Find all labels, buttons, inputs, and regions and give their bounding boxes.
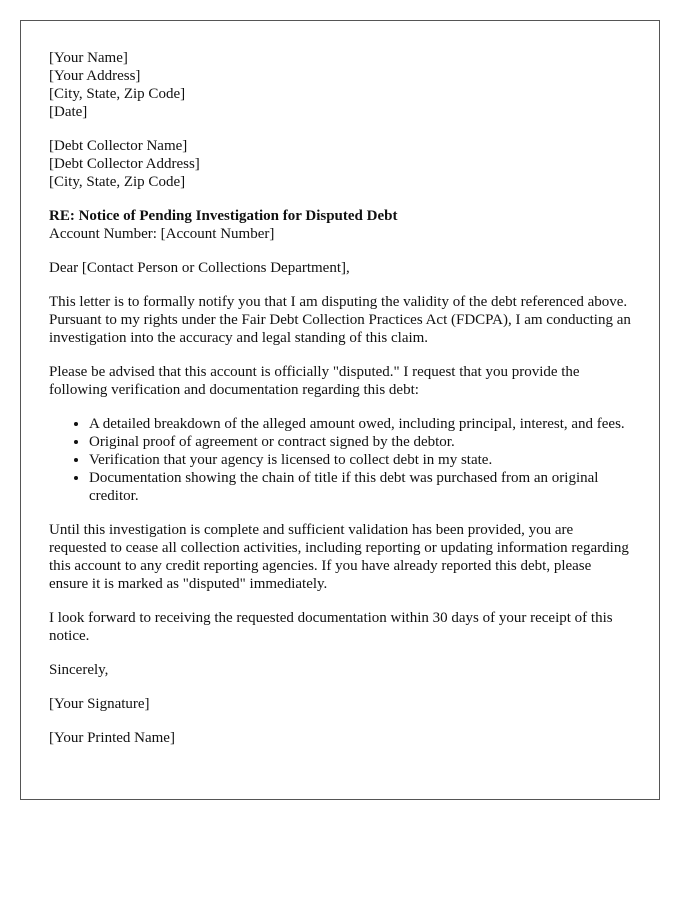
list-item: • Original proof of agreement or contract signed by the debtor. xyxy=(89,433,631,451)
list-item: • A detailed breakdown of the alleged amount owed, including principal, interest, and fees. xyxy=(89,415,631,433)
letter-page xyxy=(20,20,660,800)
printed-name: [Your Printed Name] xyxy=(49,730,175,746)
valediction: Sincerely, xyxy=(49,662,109,678)
recipient-name: [Debt Collector Name] xyxy=(49,138,188,154)
salutation: Dear [Contact Person or Collections Department], xyxy=(49,260,350,276)
sender-address: [Your Address] xyxy=(49,68,141,84)
recipient-address: [Debt Collector Address] xyxy=(49,156,200,172)
signature-line: [Your Signature] xyxy=(49,696,150,712)
sender-name: [Your Name] xyxy=(49,50,128,66)
sender-city: [City, State, Zip Code] xyxy=(49,86,186,102)
cease-paragraph: Until this investigation is complete and sufficient validation has been provided, you are requested to cease all collection activities, including reporting or updating information regarding this account to any credit reporting agencies. If you have already reported this debt, please ensure it is marked as "disputed" immediately. xyxy=(49,522,629,592)
sender-block xyxy=(49,49,631,121)
subject-block xyxy=(49,207,631,243)
request-paragraph: Please be advised that this account is officially "disputed." I request that you provide the following verification and documentation regarding this debt: xyxy=(49,364,580,398)
account-number: Account Number: [Account Number] xyxy=(49,226,275,242)
list-item: • Verification that your agency is licensed to collect debt in my state. xyxy=(89,451,631,469)
subject-line: RE: Notice of Pending Investigation for Disputed Debt xyxy=(49,208,398,224)
requested-items-list xyxy=(49,415,631,505)
letter-date: [Date] xyxy=(49,104,88,120)
recipient-block xyxy=(49,137,631,191)
closing-paragraph: I look forward to receiving the requested documentation within 30 days of your receipt of this notice. xyxy=(49,610,613,644)
recipient-city: [City, State, Zip Code] xyxy=(49,174,186,190)
intro-paragraph: This letter is to formally notify you that I am disputing the validity of the debt referenced above. Pursuant to my rights under the Fair Debt Collection Practices Act (FDCPA), I am conducting an investigation into the accuracy and legal standing of this claim. xyxy=(49,294,631,346)
list-item: • Documentation showing the chain of title if this debt was purchased from an original creditor. xyxy=(89,469,631,505)
